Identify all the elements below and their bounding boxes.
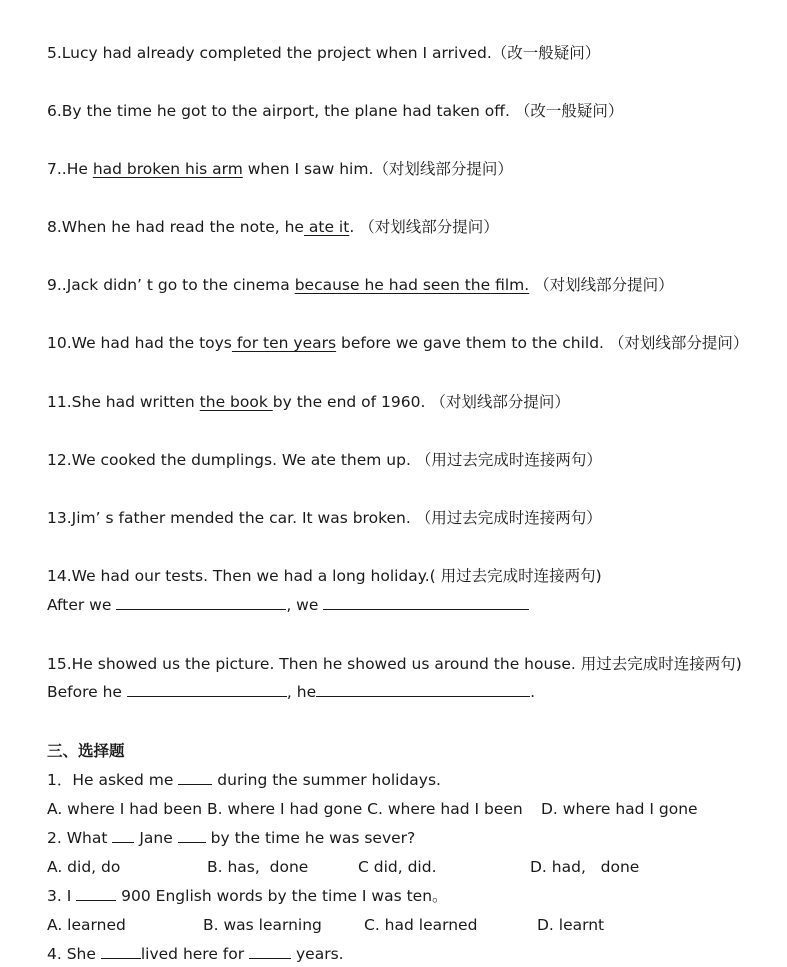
question-text: He	[66, 160, 93, 178]
question-14	[47, 566, 602, 586]
question-14-answer	[47, 595, 529, 615]
mc-question-text: 3. I	[47, 887, 72, 905]
question-text: Jack didn’ t go to the cinema	[66, 276, 295, 294]
question-number: 12.	[47, 451, 72, 469]
answer-blank[interactable]	[127, 682, 287, 697]
mc-question-text: 1．He asked me	[47, 771, 174, 789]
question-text-end: by the end of 1960.	[272, 393, 426, 411]
mc-2-option-d[interactable]: D. had, done	[530, 858, 640, 876]
mc-question-text-mid: lived here for	[140, 945, 245, 963]
answer-mid: , he	[286, 683, 317, 701]
underlined-part: had broken his arm	[92, 160, 243, 178]
answer-blank[interactable]	[249, 944, 291, 959]
mc-question-2	[47, 828, 415, 848]
question-note: （改一般疑问）	[514, 102, 624, 120]
mc-1-options-abc[interactable]: A. where I had been B. where I had gone C. where had I been	[47, 800, 523, 818]
question-text: Lucy had already completed the project when I arrived.	[61, 44, 492, 62]
mc-question-1	[47, 770, 441, 790]
mc-2-option-c[interactable]: C did, did.	[358, 858, 437, 876]
underlined-part: for ten years	[231, 334, 337, 352]
mc-question-4	[47, 944, 344, 964]
question-number: 13.	[47, 509, 72, 527]
question-15	[47, 654, 742, 674]
section-title: 三、选择题	[47, 742, 125, 760]
question-number: 5.	[47, 44, 62, 62]
question-5	[47, 43, 600, 63]
answer-prefix: Before he	[47, 683, 122, 701]
mc-question-text: 4. She	[47, 945, 96, 963]
question-text: By the time he got to the airport, the plane had taken off.	[61, 102, 510, 120]
question-note: （对划线部分提问）	[534, 276, 674, 294]
mc-question-text-end: by the time he was sever?	[210, 829, 416, 847]
mc-3-option-a[interactable]: A. learned	[47, 916, 126, 934]
question-text: 14.We had our tests. Then we had a long holiday.( 用过去完成时连接两句)	[47, 567, 602, 585]
question-6	[47, 101, 623, 121]
answer-blank[interactable]	[76, 886, 116, 901]
mc-question-text-mid: Jane	[139, 829, 173, 847]
mc-question-text: 2. What	[47, 829, 108, 847]
underlined-part: ate it	[303, 218, 350, 236]
mc-3-option-b[interactable]: B. was learning	[203, 916, 322, 934]
mc-3-option-d[interactable]: D. learnt	[537, 916, 605, 934]
question-text: She had written	[71, 393, 200, 411]
question-number: 7..	[47, 160, 67, 178]
mc-2-option-a[interactable]: A. did, do	[47, 858, 121, 876]
question-13	[47, 508, 602, 528]
answer-mid: , we	[286, 596, 319, 614]
question-note: （对划线部分提问）	[373, 160, 513, 178]
answer-blank[interactable]	[178, 770, 212, 785]
question-number: 9..	[47, 276, 67, 294]
question-text-end: .	[349, 218, 355, 236]
question-number: 6.	[47, 102, 62, 120]
question-text: We cooked the dumplings. We ate them up.	[71, 451, 411, 469]
mc-3-option-c[interactable]: C. had learned	[364, 916, 478, 934]
question-note: （改一般疑问）	[491, 44, 601, 62]
question-7	[47, 159, 513, 179]
question-15-answer	[47, 682, 535, 702]
question-11	[47, 392, 570, 412]
question-text-end: before we gave them to the child.	[336, 334, 604, 352]
question-number: 8.	[47, 218, 62, 236]
mc-question-text-end: during the summer holidays.	[217, 771, 441, 789]
mc-2-option-b[interactable]: B. has, done	[207, 858, 309, 876]
question-note: （用过去完成时连接两句）	[415, 451, 602, 469]
mc-question-text-end: 900 English words by the time I was ten。	[121, 887, 448, 905]
question-text: When he had read the note, he	[61, 218, 304, 236]
question-text: 15.He showed us the picture. Then he showed us around the house. 用过去完成时连接两句)	[47, 655, 742, 673]
mc-question-3	[47, 886, 448, 906]
question-text: Jim’ s father mended the car. It was broken.	[71, 509, 411, 527]
question-text-end: when I saw him.	[242, 160, 374, 178]
question-text: We had had the toys	[71, 334, 232, 352]
question-note: （对划线部分提问）	[359, 218, 499, 236]
underlined-part: because he had seen the film.	[294, 276, 530, 294]
mc-1-option-d[interactable]: D. where had I gone	[541, 800, 698, 818]
answer-blank[interactable]	[178, 828, 206, 843]
question-note: （用过去完成时连接两句）	[415, 509, 602, 527]
question-note: （对划线部分提问）	[430, 393, 570, 411]
question-number: 10.	[47, 334, 72, 352]
question-12	[47, 450, 602, 470]
answer-blank[interactable]	[112, 828, 134, 843]
question-8	[47, 217, 499, 237]
answer-blank[interactable]	[323, 595, 529, 610]
answer-blank[interactable]	[316, 682, 530, 697]
question-number: 11.	[47, 393, 72, 411]
question-9	[47, 275, 674, 295]
question-note: （对划线部分提问）	[608, 334, 749, 352]
question-10	[47, 333, 748, 353]
underlined-part: the book	[199, 393, 273, 411]
answer-end: .	[530, 683, 536, 701]
answer-blank[interactable]	[116, 595, 286, 610]
answer-blank[interactable]	[101, 944, 141, 959]
mc-question-text-end: years.	[296, 945, 344, 963]
answer-prefix: After we	[47, 596, 112, 614]
